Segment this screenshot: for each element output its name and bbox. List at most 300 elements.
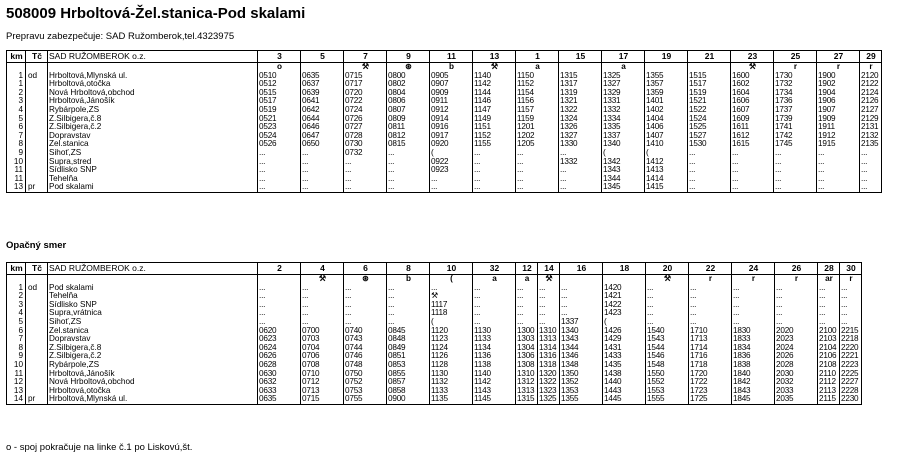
stop-name: Nová Hrboltová,obchod	[48, 89, 258, 98]
trip-number: 6	[344, 263, 387, 275]
time-cell: ...	[301, 284, 344, 293]
time-cell: ...	[689, 292, 732, 301]
time-cell: 1332	[559, 158, 602, 167]
time-cell: 1335	[602, 123, 645, 132]
time-cell: 1907	[817, 106, 860, 115]
time-cell: 1433	[603, 352, 646, 361]
time-cell: 0704	[301, 344, 344, 353]
time-cell: 2124	[860, 89, 882, 98]
time-cell: 1714	[689, 344, 732, 353]
time-cell: 0905	[430, 72, 473, 81]
km-cell: 1	[7, 72, 26, 81]
time-cell: 1555	[646, 395, 689, 404]
tc-cell	[26, 80, 48, 89]
time-cell: 1900	[817, 72, 860, 81]
time-cell: 0524	[258, 132, 301, 141]
time-cell: 1147	[473, 106, 516, 115]
time-cell: 0727	[344, 123, 387, 132]
time-cell: 1725	[689, 395, 732, 404]
operator-header: SAD RUŽOMBEROK o.z.	[48, 51, 258, 63]
time-cell: 1413	[645, 166, 688, 175]
time-cell: 1315	[516, 395, 538, 404]
time-cell: 0804	[387, 89, 430, 98]
tc-cell	[26, 140, 48, 149]
time-cell: ...	[387, 309, 430, 318]
time-cell: 0726	[344, 115, 387, 124]
time-cell: ...	[840, 284, 862, 293]
time-cell: 0635	[301, 72, 344, 81]
time-cell: ...	[646, 318, 689, 327]
time-cell: 0917	[430, 132, 473, 141]
time-cell: ...	[646, 292, 689, 301]
trip-number: 14	[538, 263, 560, 275]
time-cell: ...	[516, 175, 559, 184]
time-cell: ...	[301, 158, 344, 167]
time-cell: 1321	[559, 97, 602, 106]
time-cell: 0811	[387, 123, 430, 132]
time-cell: 0623	[258, 335, 301, 344]
time-cell: 0724	[344, 106, 387, 115]
trip-number: 22	[689, 263, 732, 275]
tc-cell	[26, 301, 48, 310]
km-cell: 12	[7, 378, 26, 387]
time-cell: 0706	[301, 352, 344, 361]
time-cell: ...	[775, 318, 818, 327]
time-cell: ...	[732, 292, 775, 301]
time-cell: 1157	[516, 106, 559, 115]
time-cell: ...	[840, 301, 862, 310]
time-cell: ...	[258, 292, 301, 301]
time-cell: ...	[516, 149, 559, 158]
time-cell: ...	[516, 301, 538, 310]
time-cell: 1313	[516, 387, 538, 396]
time-cell: 0624	[258, 344, 301, 353]
time-cell: ...	[473, 175, 516, 184]
trip-number: 2	[258, 263, 301, 275]
time-cell: 0851	[387, 352, 430, 361]
time-cell: 1312	[516, 378, 538, 387]
trip-number: 9	[387, 51, 430, 63]
time-cell: 1521	[688, 97, 731, 106]
time-cell: 0900	[387, 395, 430, 404]
table-row	[7, 123, 882, 132]
time-cell: ...	[473, 309, 516, 318]
table-row	[7, 115, 882, 124]
time-cell: 0708	[301, 361, 344, 370]
trip-symbol: r	[840, 275, 862, 284]
time-cell: 2221	[840, 352, 862, 361]
time-cell: ...	[817, 158, 860, 167]
trip-symbol	[688, 63, 731, 72]
time-cell: 0914	[430, 115, 473, 124]
time-cell: 0848	[387, 335, 430, 344]
time-cell: 0807	[387, 106, 430, 115]
time-cell: ...	[301, 301, 344, 310]
time-cell: 1324	[559, 115, 602, 124]
trip-number: 8	[387, 263, 430, 275]
time-cell: 1741	[774, 123, 817, 132]
time-cell: 2120	[860, 72, 882, 81]
time-cell: ...	[430, 175, 473, 184]
time-cell: 1352	[560, 378, 603, 387]
time-cell: ...	[301, 149, 344, 158]
stop-name: Tehelňa	[48, 292, 258, 301]
stop-name: Hrboltová,Jánošík	[48, 97, 258, 106]
time-cell: 0858	[387, 387, 430, 396]
time-cell: 0720	[344, 89, 387, 98]
time-cell: ...	[817, 183, 860, 192]
time-cell: 1201	[516, 123, 559, 132]
time-cell: 1143	[473, 387, 516, 396]
time-cell: 0849	[387, 344, 430, 353]
time-cell: 1202	[516, 132, 559, 141]
time-cell: ...	[775, 301, 818, 310]
time-cell: 1146	[473, 97, 516, 106]
time-cell: 1344	[602, 175, 645, 184]
table-row	[7, 149, 882, 158]
time-cell: 2230	[840, 395, 862, 404]
time-cell: 1159	[516, 115, 559, 124]
time-cell: 2104	[818, 344, 840, 353]
time-cell: 0746	[344, 352, 387, 361]
time-cell: ...	[688, 183, 731, 192]
time-cell: ...	[731, 183, 774, 192]
time-cell: 1544	[646, 344, 689, 353]
km-cell: 9	[7, 149, 26, 158]
time-cell: 1323	[538, 387, 560, 396]
time-cell: ...	[840, 292, 862, 301]
trip-symbol	[258, 275, 301, 284]
time-cell: ...	[775, 292, 818, 301]
time-cell: 1522	[688, 106, 731, 115]
km-cell: 4	[7, 106, 26, 115]
trip-symbol: a	[473, 275, 516, 284]
time-cell: ...	[775, 284, 818, 293]
time-cell: 1915	[817, 140, 860, 149]
time-cell: 0635	[258, 395, 301, 404]
time-cell: ...	[258, 158, 301, 167]
time-cell: ...	[559, 175, 602, 184]
km-cell: 8	[7, 140, 26, 149]
trip-number: 13	[473, 51, 516, 63]
time-cell: ...	[860, 175, 882, 184]
table-row	[7, 80, 882, 89]
trip-symbol: b	[430, 63, 473, 72]
time-cell: 0755	[344, 395, 387, 404]
tc-cell	[26, 309, 48, 318]
tc-cell	[26, 292, 48, 301]
time-cell: ...	[818, 284, 840, 293]
time-cell: ...	[818, 309, 840, 318]
time-cell: 1355	[645, 72, 688, 81]
trip-symbol: r	[775, 275, 818, 284]
time-cell: ...	[732, 309, 775, 318]
time-cell: ...	[301, 292, 344, 301]
time-cell: ...	[860, 183, 882, 192]
trip-symbol: ar	[818, 275, 840, 284]
time-cell: 1600	[731, 72, 774, 81]
time-cell: 1130	[430, 370, 473, 379]
stop-name: Hrboltová,Mlynská ul.	[48, 395, 258, 404]
tc-cell	[26, 344, 48, 353]
km-cell: 1	[7, 80, 26, 89]
trip-symbol: a	[602, 63, 645, 72]
time-cell: ...	[559, 166, 602, 175]
time-cell: 1331	[602, 97, 645, 106]
table-row	[7, 352, 862, 361]
time-cell: 1426	[603, 327, 646, 336]
time-cell: 1345	[602, 183, 645, 192]
time-cell: ...	[473, 183, 516, 192]
time-cell: 1118	[430, 309, 473, 318]
stop-name: Hrboltová,Jánošík	[48, 370, 258, 379]
time-cell: ...	[538, 301, 560, 310]
time-cell: 1315	[559, 72, 602, 81]
time-cell: 0642	[301, 106, 344, 115]
time-cell: 0743	[344, 335, 387, 344]
time-cell: 1152	[473, 132, 516, 141]
time-cell: 1136	[473, 352, 516, 361]
time-cell: 0744	[344, 344, 387, 353]
trip-symbol: ⚒	[473, 63, 516, 72]
time-cell: ...	[387, 318, 430, 327]
stop-name: Supra,vrátnica	[48, 309, 258, 318]
time-cell: 1612	[731, 132, 774, 141]
km-cell: 7	[7, 132, 26, 141]
time-cell: 1325	[602, 72, 645, 81]
stop-name: Sihoť,ZŠ	[48, 318, 258, 327]
time-cell: 0626	[258, 352, 301, 361]
km-cell: 3	[7, 301, 26, 310]
tc-cell	[26, 378, 48, 387]
tc-cell	[26, 370, 48, 379]
stop-name: Rybárpole,ZŠ	[48, 106, 258, 115]
time-cell: ...	[646, 301, 689, 310]
time-cell: 1313	[538, 335, 560, 344]
time-cell: ...	[689, 318, 732, 327]
stop-name: Sídlisko SNP	[48, 166, 258, 175]
tc-cell	[26, 352, 48, 361]
time-cell: ...	[473, 301, 516, 310]
trip-symbol: ⚒	[538, 275, 560, 284]
time-cell: 1130	[473, 327, 516, 336]
time-cell: ...	[258, 183, 301, 192]
time-cell: 1310	[538, 327, 560, 336]
km-cell: 10	[7, 361, 26, 370]
time-cell: 0519	[258, 106, 301, 115]
trip-number: 11	[430, 51, 473, 63]
time-cell: ...	[516, 292, 538, 301]
time-cell: 1830	[732, 327, 775, 336]
time-cell: 2126	[860, 97, 882, 106]
time-cell: ...	[387, 183, 430, 192]
time-cell: 1438	[603, 370, 646, 379]
time-cell: ...	[387, 166, 430, 175]
time-cell: ...	[473, 292, 516, 301]
time-cell: 2220	[840, 344, 862, 353]
time-cell: ...	[258, 175, 301, 184]
time-cell: 1304	[516, 344, 538, 353]
time-cell: 1132	[430, 378, 473, 387]
time-cell: 2113	[818, 387, 840, 396]
time-cell: ...	[860, 149, 882, 158]
time-cell: ...	[344, 166, 387, 175]
tc-cell: pr	[26, 395, 48, 404]
time-cell: 1443	[603, 387, 646, 396]
time-cell: 1911	[817, 123, 860, 132]
time-cell: 1912	[817, 132, 860, 141]
time-cell: 1435	[603, 361, 646, 370]
time-cell: 1120	[430, 327, 473, 336]
tc-cell	[26, 327, 48, 336]
time-cell: 1909	[817, 115, 860, 124]
time-cell: ...	[387, 292, 430, 301]
stop-name: Sihoť,ZŠ	[48, 149, 258, 158]
trip-symbol: ⚒	[731, 63, 774, 72]
time-cell: ...	[731, 158, 774, 167]
time-cell: 2132	[860, 132, 882, 141]
time-cell: 1320	[538, 370, 560, 379]
tc-cell: pr	[26, 183, 48, 192]
table-row	[7, 335, 862, 344]
trip-number: 28	[818, 263, 840, 275]
stop-name: Ž.Šilbigera,č.8	[48, 115, 258, 124]
km-cell: 9	[7, 352, 26, 361]
time-cell: 1128	[430, 361, 473, 370]
time-cell: 1550	[646, 370, 689, 379]
time-cell: 0809	[387, 115, 430, 124]
time-cell: 0517	[258, 97, 301, 106]
time-cell: ...	[473, 166, 516, 175]
time-cell: ...	[301, 309, 344, 318]
trip-symbol	[645, 63, 688, 72]
time-cell: 1445	[603, 395, 646, 404]
time-cell: 1330	[559, 140, 602, 149]
tc-cell	[26, 318, 48, 327]
time-cell: 1134	[473, 344, 516, 353]
blank-cell	[7, 63, 26, 72]
km-cell: 5	[7, 318, 26, 327]
time-cell: ...	[516, 158, 559, 167]
time-cell: 1515	[688, 72, 731, 81]
time-cell: 1710	[689, 327, 732, 336]
trip-number: 17	[602, 51, 645, 63]
time-cell: 1353	[560, 387, 603, 396]
time-cell: 1346	[560, 352, 603, 361]
km-cell: 13	[7, 387, 26, 396]
time-cell: 0628	[258, 361, 301, 370]
time-cell: 1407	[645, 132, 688, 141]
time-cell: ...	[688, 175, 731, 184]
time-cell: 2112	[818, 378, 840, 387]
tc-cell	[26, 89, 48, 98]
trip-number: 30	[840, 263, 862, 275]
trip-symbol: ⚒	[646, 275, 689, 284]
time-cell: 1135	[430, 395, 473, 404]
time-cell: 1902	[817, 80, 860, 89]
time-cell: (	[645, 149, 688, 158]
trip-symbol: ⚒	[301, 275, 344, 284]
time-cell: ...	[688, 149, 731, 158]
time-cell: 2030	[775, 370, 818, 379]
time-cell: 1410	[645, 140, 688, 149]
time-cell: 0815	[387, 140, 430, 149]
table-row	[7, 301, 862, 310]
stop-name: Pod skalami	[48, 284, 258, 293]
time-cell: 2218	[840, 335, 862, 344]
tc-cell	[26, 361, 48, 370]
time-cell: 1718	[689, 361, 732, 370]
time-cell: 1604	[731, 89, 774, 98]
trip-number: 1	[516, 51, 559, 63]
time-cell: ...	[538, 292, 560, 301]
time-cell: ...	[860, 166, 882, 175]
time-cell: 0923	[430, 166, 473, 175]
time-cell: ...	[387, 175, 430, 184]
time-cell: ...	[538, 284, 560, 293]
trip-symbol	[301, 63, 344, 72]
time-cell: 0722	[344, 97, 387, 106]
km-header: km	[7, 263, 26, 275]
time-cell: 1906	[817, 97, 860, 106]
time-cell: 2032	[775, 378, 818, 387]
trip-number: 16	[560, 263, 603, 275]
time-cell: 0802	[387, 80, 430, 89]
time-cell: 1406	[645, 123, 688, 132]
time-cell: 0748	[344, 361, 387, 370]
time-cell: 0650	[301, 140, 344, 149]
trip-symbol: ⊛	[387, 63, 430, 72]
time-cell: 2228	[840, 387, 862, 396]
time-cell: ...	[516, 284, 538, 293]
time-cell: 2225	[840, 370, 862, 379]
time-cell: ...	[258, 149, 301, 158]
time-cell: ...	[646, 309, 689, 318]
time-cell: ...	[387, 149, 430, 158]
time-cell: 0715	[344, 72, 387, 81]
time-cell: 1314	[538, 344, 560, 353]
time-cell: 2223	[840, 361, 862, 370]
page-title: 508009 Hrboltová-Žel.stanica-Pod skalami	[6, 5, 306, 22]
tc-cell	[26, 132, 48, 141]
time-cell: ...	[775, 309, 818, 318]
time-cell: 1322	[559, 106, 602, 115]
time-cell: 1840	[732, 370, 775, 379]
time-cell: 2122	[860, 80, 882, 89]
time-cell: 1342	[602, 158, 645, 167]
time-cell: 1734	[774, 89, 817, 98]
time-cell: 1737	[774, 106, 817, 115]
trip-symbol: o	[258, 63, 301, 72]
time-cell: ...	[516, 166, 559, 175]
time-cell: 1154	[516, 89, 559, 98]
time-cell: 0911	[430, 97, 473, 106]
time-cell: 1845	[732, 395, 775, 404]
time-cell: 1149	[473, 115, 516, 124]
trip-symbol: r	[689, 275, 732, 284]
time-cell: 1337	[560, 318, 603, 327]
time-cell: 1602	[731, 80, 774, 89]
symbol-row	[7, 63, 882, 72]
trip-number: 27	[817, 51, 860, 63]
time-cell: 1327	[559, 132, 602, 141]
time-cell: 2033	[775, 387, 818, 396]
time-cell: ...	[818, 318, 840, 327]
table-row	[7, 89, 882, 98]
time-cell: 1117	[430, 301, 473, 310]
time-cell: ...	[560, 292, 603, 301]
time-cell: 1519	[688, 89, 731, 98]
